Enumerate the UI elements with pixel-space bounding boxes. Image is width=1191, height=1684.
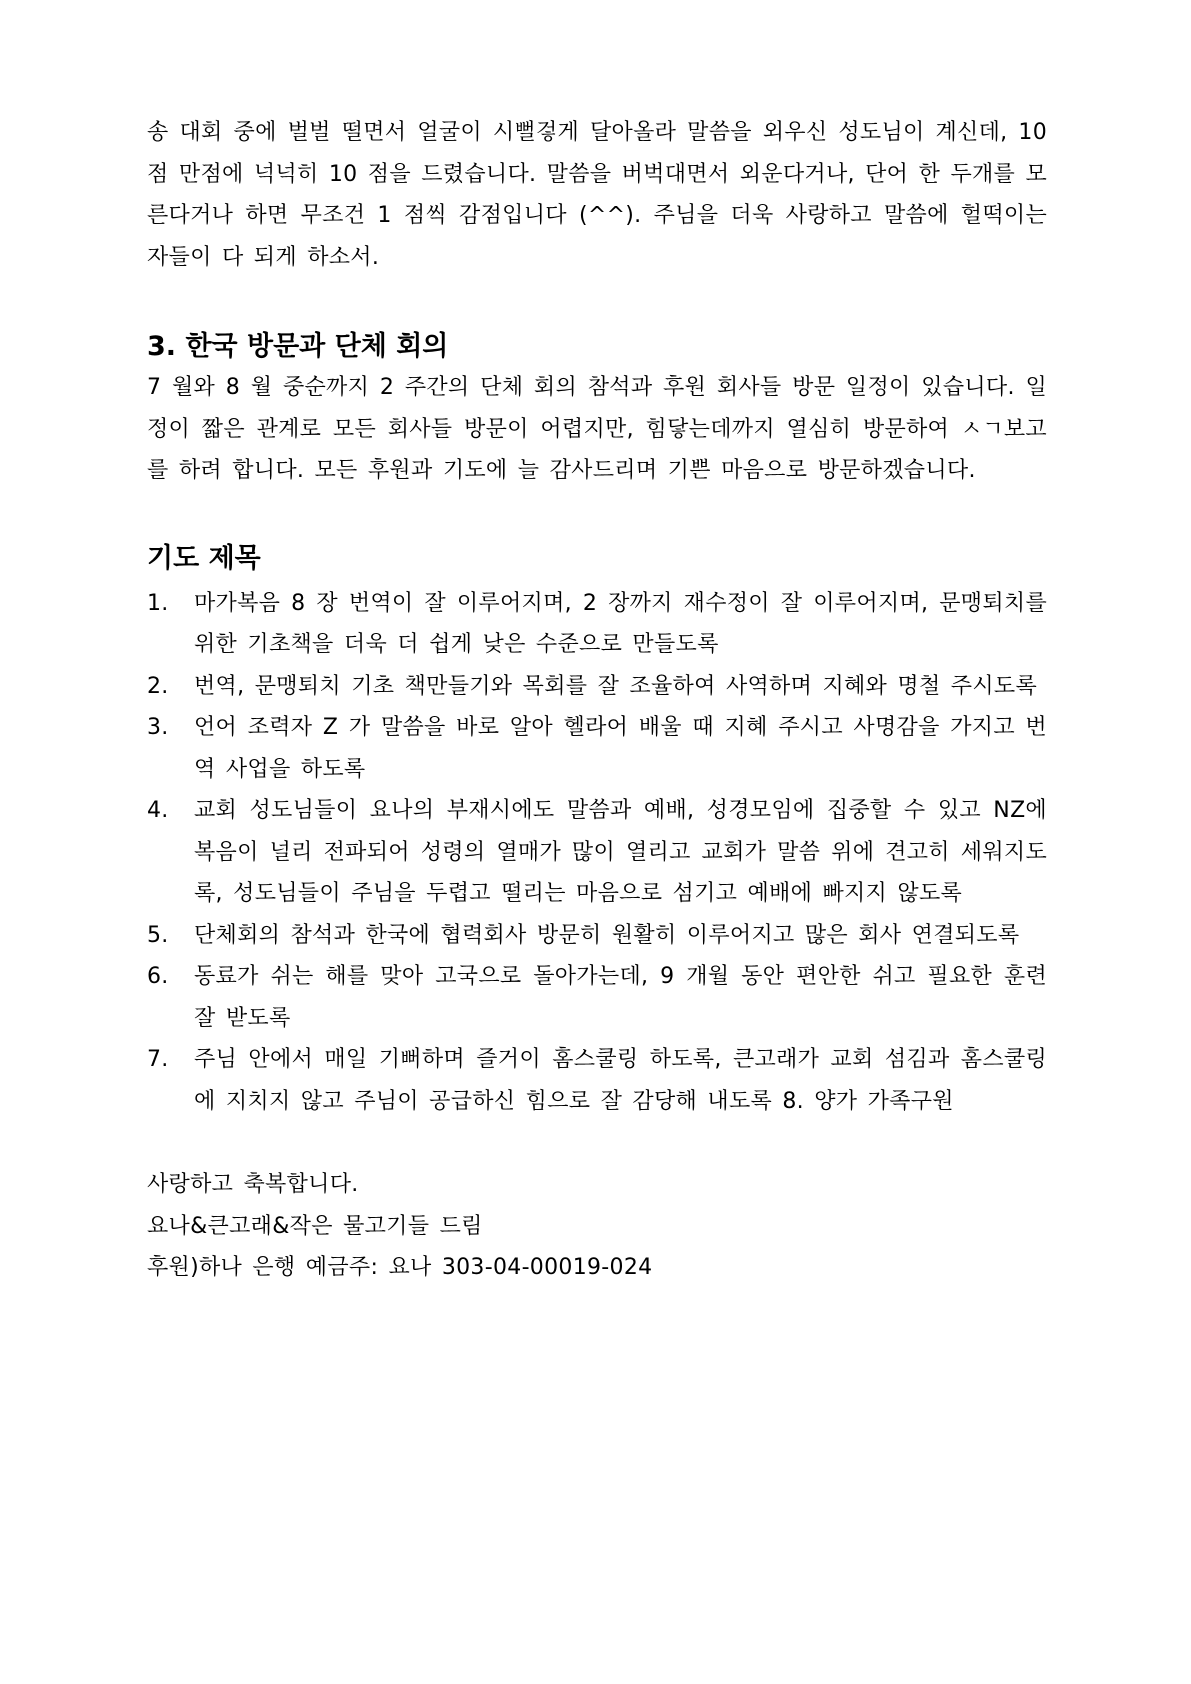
prayer-item-5 [147,915,1047,957]
prayer-item-number: 4. [147,798,169,823]
prayer-item-text: 단체회의 참석과 한국에 협력회사 방문히 원활히 이루어지고 많은 회사 연결되도록 [194,922,1020,948]
prayer-list [147,583,1047,1123]
prayer-item-number: 7. [147,1047,169,1072]
prayer-item-text: 마가복음 8 장 번역이 잘 이루어지며, 2 장까지 재수정이 잘 이루어지며, 문맹퇴치를 위한 기초책을 더욱 더 쉽게 낮은 수준으로 만들도록 [194,590,1047,657]
prayer-item-3 [147,707,1047,790]
donation-account: 후원)하나 은행 예금주: 요나 303-04-00019-024 [147,1255,653,1280]
prayer-item-4 [147,790,1047,915]
prayer-item-7 [147,1039,1047,1122]
prayer-item-number: 1. [147,590,169,616]
intro-paragraph: 송 대회 중에 벌벌 떨면서 얼굴이 시뻘겋게 달아올라 말씀을 외우신 성도님이 계신데, 10 점 만점에 넉넉히 10 점을 드렸습니다. 말씀을 버벅대면서 외운다거나, 단어 한 두개를 모른다거나 하면 무조건 1 점씩 감점입니다 (^^). 주님을 더욱 사랑하고 말씀에 헐떡이는 자들이 다 되게 하소서. [147,120,1047,270]
document-page [147,112,1047,1289]
prayer-item-text: 언어 조력자 Z 가 말씀을 바로 알아 헬라어 배울 때 지혜 주시고 사명감을 가지고 번역 사업을 하도록 [194,715,1047,782]
closing-block [147,1164,1047,1289]
prayer-heading: 기도 제목 [147,542,261,574]
prayer-item-text: 주님 안에서 매일 기뻐하며 즐거이 홈스쿨링 하도록, 큰고래가 교회 섬김과 홈스쿨링에 지치지 않고 주님이 공급하신 힘으로 잘 감당해 내도록 8. 양가 가족구원 [194,1047,1047,1114]
section3-heading: 3. 한국 방문과 단체 회의 [147,331,449,362]
closing-greeting: 사랑하고 축복합니다. [147,1172,359,1197]
prayer-item-number: 3. [147,715,169,740]
prayer-item-1 [147,583,1047,666]
prayer-item-number: 5. [147,922,169,948]
prayer-item-text: 동료가 쉬는 해를 맞아 고국으로 돌아가는데, 9 개월 동안 편안한 쉬고 필요한 훈련 잘 받도록 [194,964,1047,1031]
prayer-item-6 [147,956,1047,1039]
prayer-item-text: 번역, 문맹퇴치 기초 책만들기와 목회를 잘 조율하여 사역하며 지혜와 명철 주시도록 [194,673,1037,699]
section3-paragraph: 7 월와 8 월 중순까지 2 주간의 단체 회의 참석과 후원 회사들 방문 일정이 있습니다. 일정이 짧은 관계로 모든 회사들 방문이 어렵지만, 힘닿는데까지 열심히 방문하여 ㅅㄱ보고를 하려 합니다. 모든 후원과 기도에 늘 감사드리며 기쁜 마음으로 방문하겠습니다. [147,375,1047,483]
closing-signature: 요나&큰고래&작은 물고기들 드림 [147,1213,483,1239]
prayer-item-number: 2. [147,673,169,699]
prayer-item-text: 교회 성도님들이 요나의 부재시에도 말씀과 예배, 성경모임에 집중할 수 있고 NZ에 복음이 널리 전파되어 성령의 열매가 많이 열리고 교회가 말씀 위에 견고히 세워지도록, 성도님들이 주님을 두렵고 떨리는 마음으로 섬기고 예배에 빠지지 않도록 [194,798,1047,906]
prayer-item-2 [147,666,1047,708]
prayer-item-number: 6. [147,964,169,989]
